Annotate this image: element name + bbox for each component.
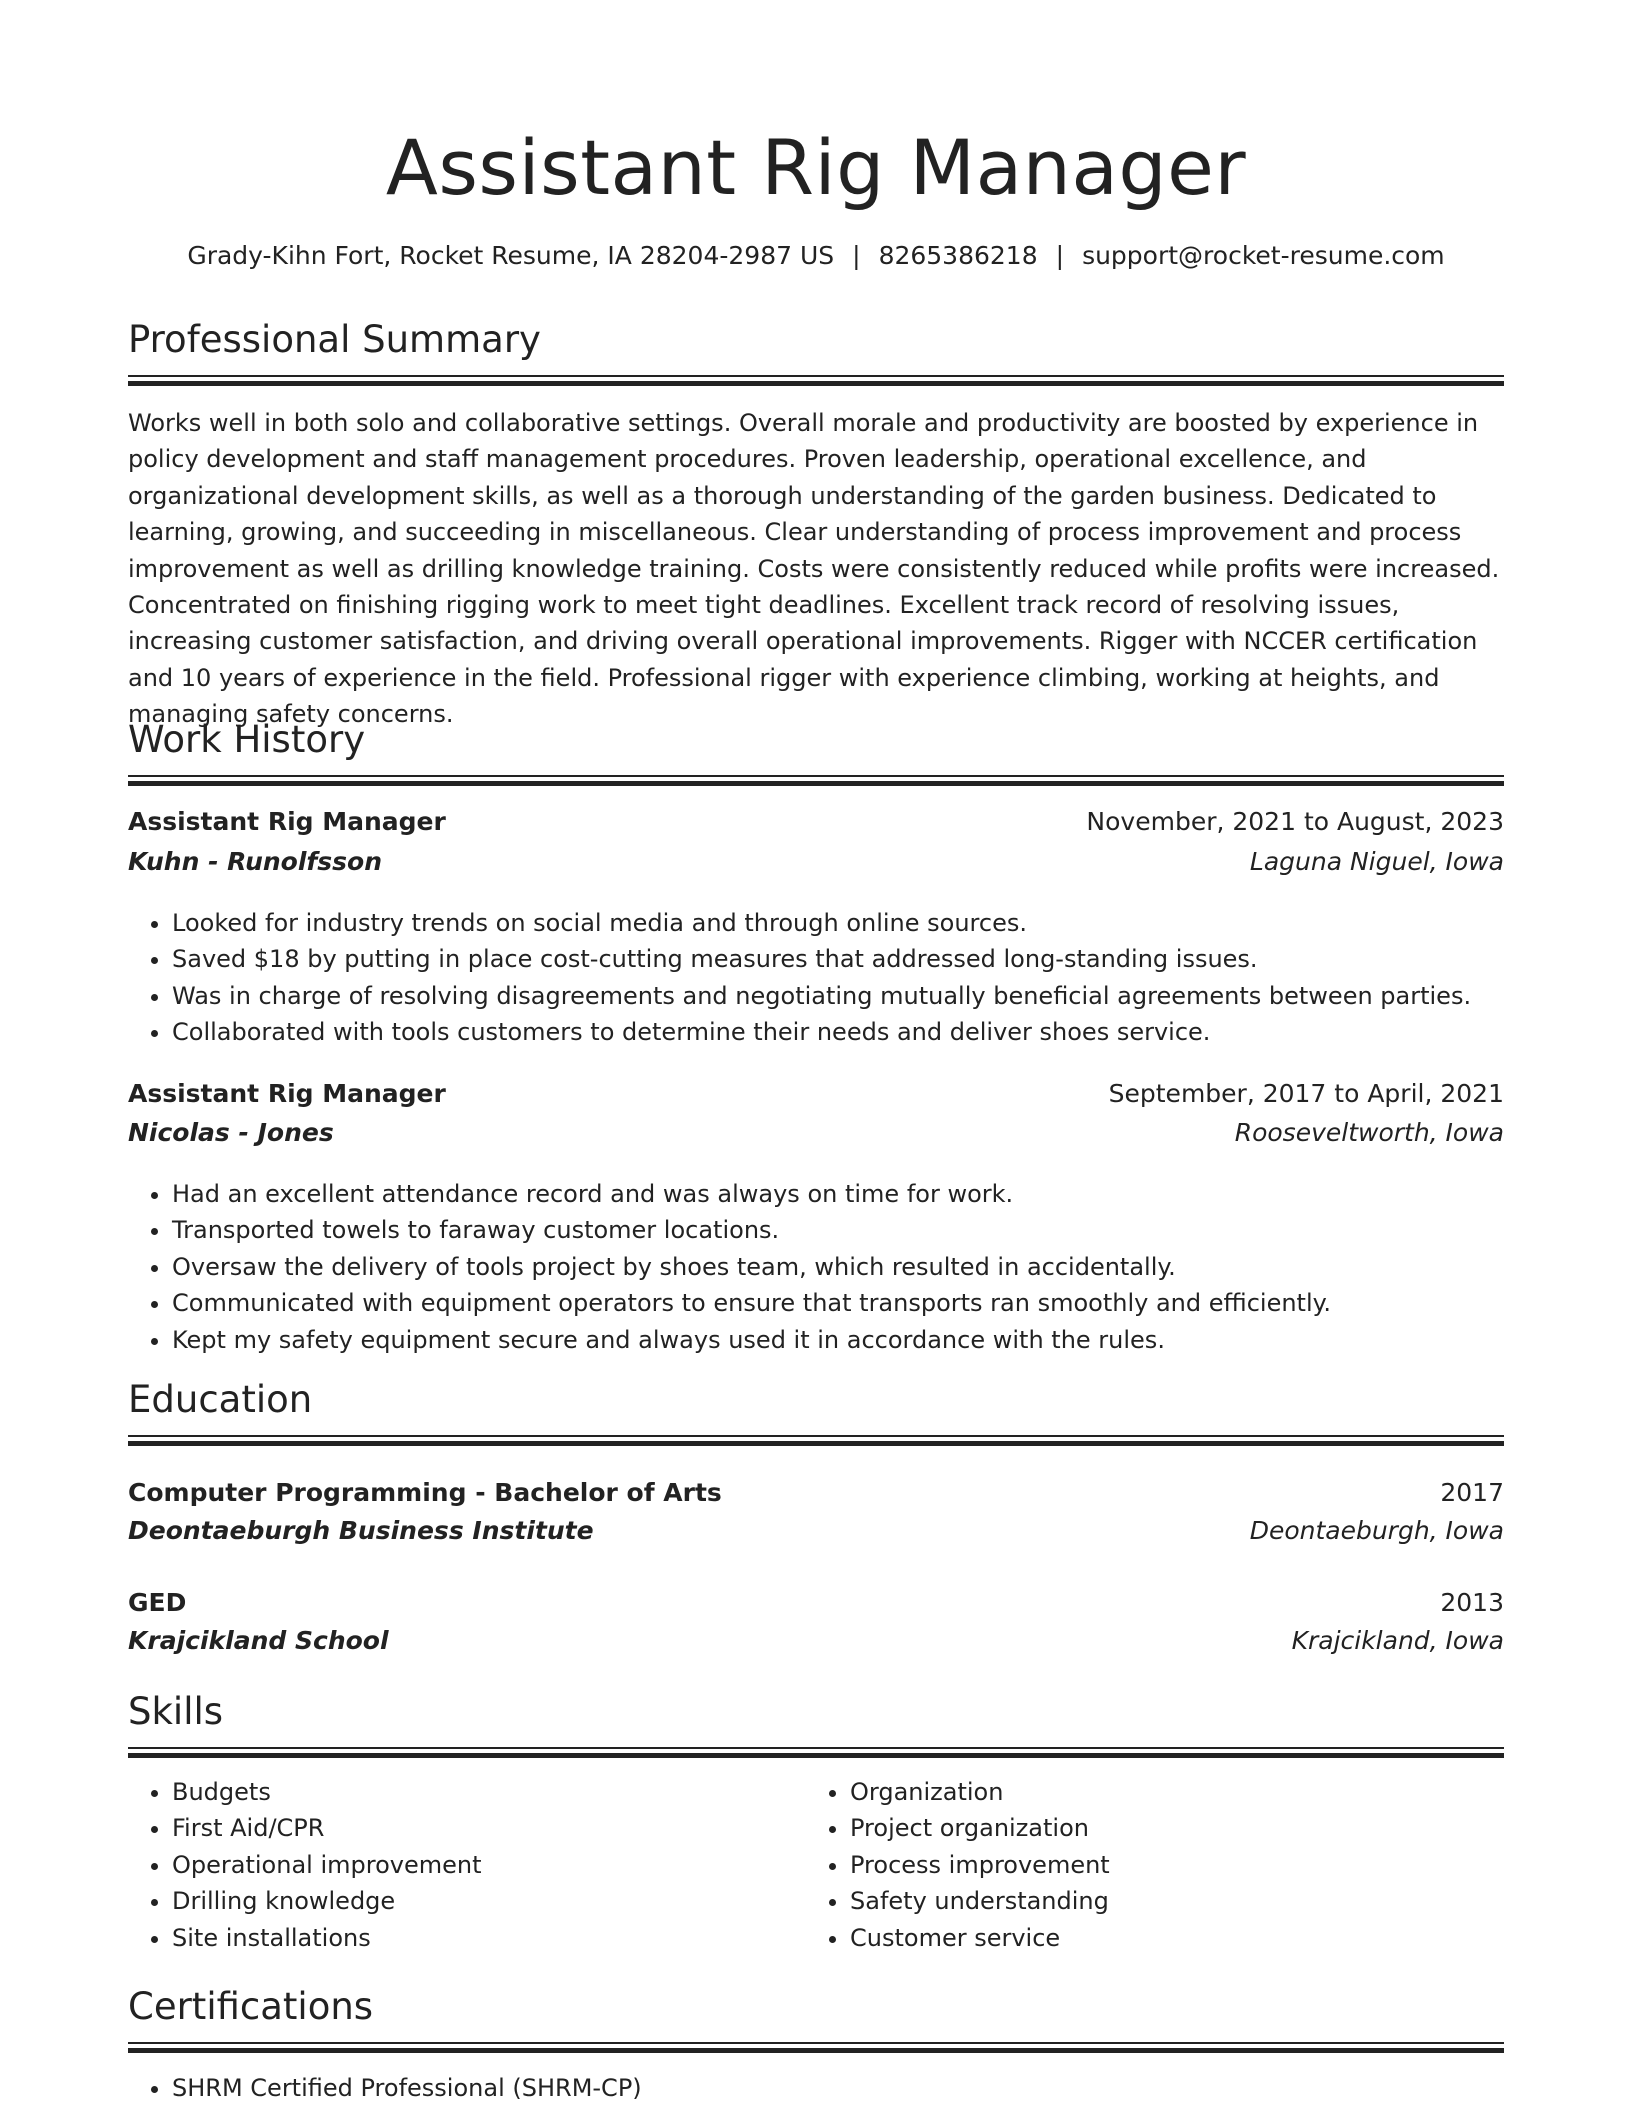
list-item: • First Aid/CPR xyxy=(172,1810,812,1846)
job-header-row xyxy=(128,804,1504,840)
list-item: • Communicated with equipment operators to ensure that transports ran smoothly and efficiently. xyxy=(172,1285,1504,1321)
contact-separator: | xyxy=(1055,241,1065,270)
list-item: • Safety understanding xyxy=(850,1883,1490,1919)
list-item: • Site installations xyxy=(172,1920,812,1956)
contact-email: support@rocket-resume.com xyxy=(1082,241,1445,270)
list-item: • Looked for industry trends on social media and through online sources. xyxy=(172,905,1504,941)
education-school-row xyxy=(128,1513,1504,1549)
job-company: Nicolas - Jones xyxy=(128,1118,334,1147)
education-year: 2017 xyxy=(1440,1478,1504,1507)
list-item: • Transported towels to faraway customer locations. xyxy=(172,1212,1504,1248)
list-item: • Had an excellent attendance record and was always on time for work. xyxy=(172,1176,1504,1212)
job-title: Assistant Rig Manager xyxy=(128,807,446,836)
job-company-row xyxy=(128,1115,1504,1151)
contact-line xyxy=(128,238,1504,274)
education-heading: Education xyxy=(128,1378,313,1421)
education-school: Deontaeburgh Business Institute xyxy=(128,1516,594,1545)
job-bullets xyxy=(128,905,1504,1051)
summary-heading: Professional Summary xyxy=(128,318,541,361)
list-item: • SHRM Certified Professional (SHRM-CP) xyxy=(172,2070,1504,2106)
work-history-heading: Work History xyxy=(128,718,366,761)
education-school: Krajcikland School xyxy=(128,1626,389,1655)
skills-list-left xyxy=(128,1774,812,1956)
education-year: 2013 xyxy=(1440,1588,1504,1617)
contact-phone: 8265386218 xyxy=(878,241,1038,270)
section-divider xyxy=(128,1435,1504,1446)
education-location: Krajcikland, Iowa xyxy=(1291,1626,1504,1655)
list-item: • Was in charge of resolving disagreements and negotiating mutually beneficial agreements between parties. xyxy=(172,978,1504,1014)
list-item: • Customer service xyxy=(850,1920,1490,1956)
section-divider xyxy=(128,375,1504,386)
list-item: • Oversaw the delivery of tools project by shoes team, which resulted in accidentally. xyxy=(172,1249,1504,1285)
job-title: Assistant Rig Manager xyxy=(128,1079,446,1108)
list-item: • Operational improvement xyxy=(172,1847,812,1883)
section-divider xyxy=(128,1747,1504,1758)
job-company: Kuhn - Runolfsson xyxy=(128,847,383,876)
job-location: Rooseveltworth, Iowa xyxy=(1234,1118,1504,1147)
list-item: • Drilling knowledge xyxy=(172,1883,812,1919)
skills-list-right xyxy=(806,1774,1490,1956)
resume-name: Assistant Rig Manager xyxy=(385,123,1247,212)
contact-separator: | xyxy=(852,241,861,270)
job-dates: September, 2017 to April, 2021 xyxy=(1108,1079,1504,1108)
certifications-list xyxy=(128,2070,1504,2106)
list-item: • Collaborated with tools customers to determine their needs and deliver shoes service. xyxy=(172,1014,1504,1050)
education-school-row xyxy=(128,1623,1504,1659)
education-location: Deontaeburgh, Iowa xyxy=(1249,1516,1504,1545)
list-item: • Process improvement xyxy=(850,1847,1490,1883)
section-divider xyxy=(128,2042,1504,2053)
certifications-heading: Certifications xyxy=(128,1985,374,2028)
list-item: • Organization xyxy=(850,1774,1490,1810)
list-item: • Project organization xyxy=(850,1810,1490,1846)
job-bullets xyxy=(128,1176,1504,1358)
list-item: • Kept my safety equipment secure and always used it in accordance with the rules. xyxy=(172,1322,1504,1358)
education-header-row xyxy=(128,1475,1504,1511)
job-header-row xyxy=(128,1076,1504,1112)
summary-text: Works well in both solo and collaborative settings. Overall morale and productivity are boosted by experience in policy development and staff management procedures. Proven leadership, operational excellence, and organizational development skills, as well as a thorough understanding of the garden business. Dedicated to learning, growing, and succeeding in miscellaneous. Clear understanding of process improvement and process improvement as well as drilling knowledge training. Costs were consistently reduced while profits were increased. Concentrated on finishing rigging work to meet tight deadlines. Excellent track record of resolving issues, increasing customer satisfaction, and driving overall operational improvements. Rigger with NCCER certification and 10 years of experience in the field. Professional rigger with experience climbing, working at heights, and managing safety concerns. xyxy=(128,409,1500,729)
education-degree: GED xyxy=(128,1588,187,1617)
list-item: • Saved $18 by putting in place cost-cutting measures that addressed long-standing issues. xyxy=(172,941,1504,977)
job-dates: November, 2021 to August, 2023 xyxy=(1086,807,1504,836)
section-divider xyxy=(128,775,1504,786)
contact-address: Grady-Kihn Fort, Rocket Resume, IA 28204-2987 US xyxy=(187,241,835,270)
job-company-row xyxy=(128,844,1504,880)
education-degree: Computer Programming - Bachelor of Arts xyxy=(128,1478,722,1507)
list-item: • Budgets xyxy=(172,1774,812,1810)
job-location: Laguna Niguel, Iowa xyxy=(1249,847,1504,876)
education-header-row xyxy=(128,1585,1504,1621)
skills-heading: Skills xyxy=(128,1690,224,1733)
